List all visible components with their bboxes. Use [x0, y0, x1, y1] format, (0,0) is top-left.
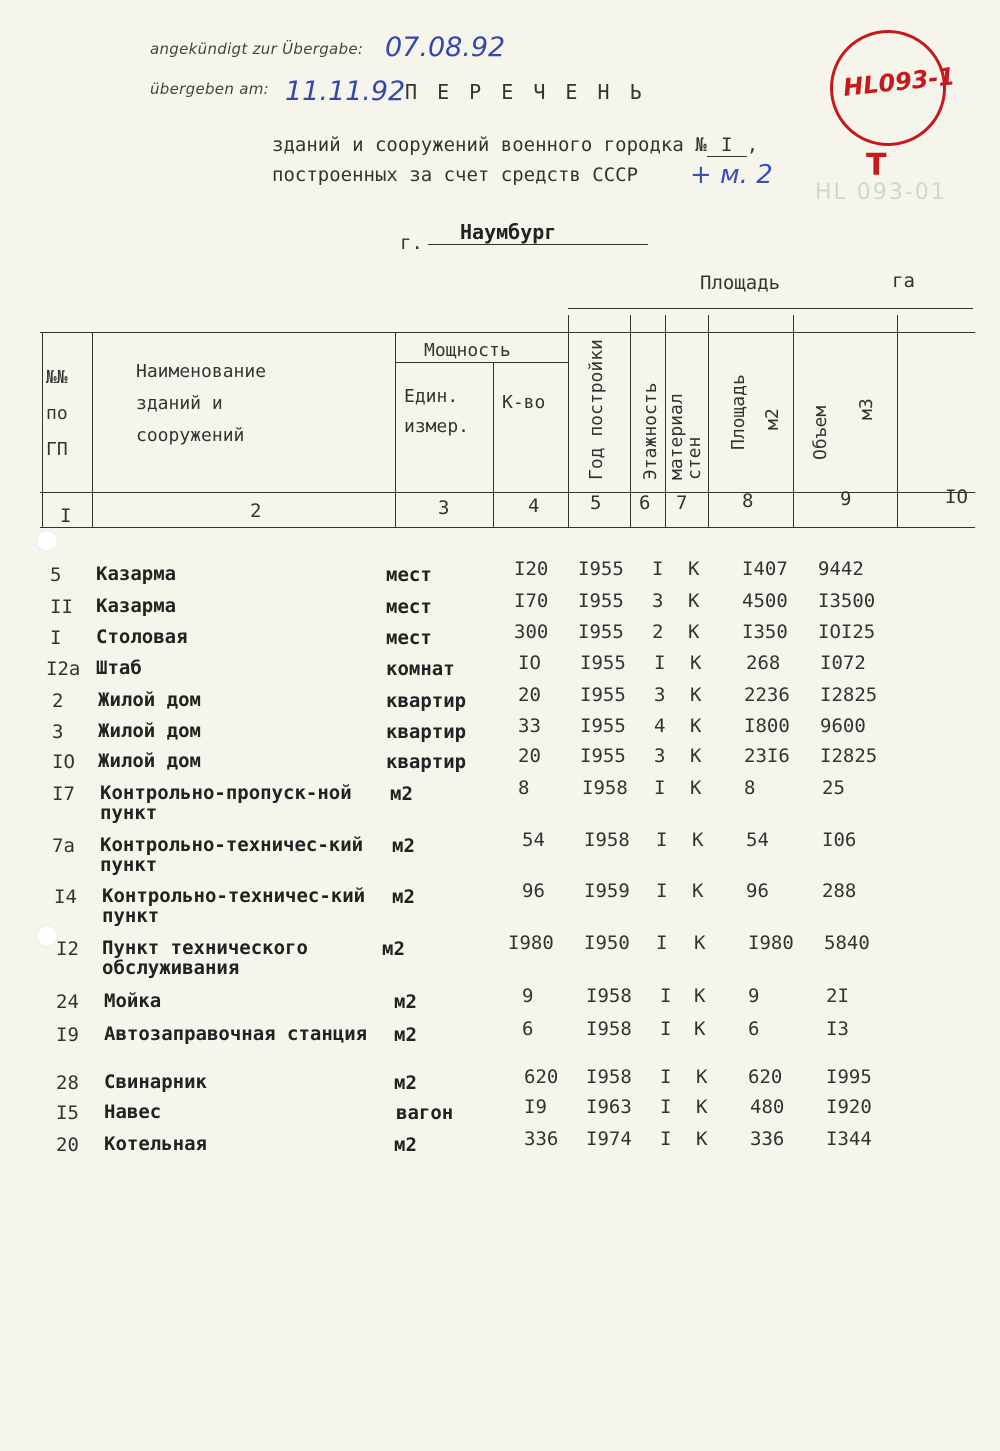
- cell-area: 2236: [744, 684, 790, 706]
- cell-mat: К: [690, 745, 702, 767]
- cell-year: I959: [584, 880, 630, 902]
- cell-area: 4500: [742, 590, 788, 612]
- cell-no: I9: [56, 1024, 79, 1046]
- cell-qty: 33: [518, 715, 541, 737]
- cell-year: I950: [584, 932, 630, 954]
- cell-name: Столовая: [96, 626, 188, 648]
- cell-vol: 288: [822, 880, 857, 902]
- col-header-qty: К-во: [502, 392, 546, 413]
- cell-qty: 336: [524, 1128, 559, 1150]
- cell-year: I963: [586, 1096, 632, 1118]
- cell-area: 336: [750, 1128, 785, 1150]
- cell-qty: 6: [522, 1018, 534, 1040]
- cell-year: I958: [586, 985, 632, 1007]
- cell-name: Контрольно-техничес-кий пункт: [102, 885, 366, 927]
- cell-name: Казарма: [96, 563, 177, 585]
- cell-name: Жилой дом: [98, 720, 201, 742]
- cell-vol: 9600: [820, 715, 866, 737]
- cell-name: Мойка: [104, 990, 162, 1012]
- cell-unit: квартир: [386, 751, 467, 773]
- cell-year: I955: [578, 621, 624, 643]
- col-header-material: материал стен: [666, 393, 705, 480]
- cell-floors: I: [652, 558, 664, 580]
- cell-no: II: [50, 596, 73, 618]
- cell-floors: I: [656, 829, 668, 851]
- cell-no: I2: [56, 938, 79, 960]
- cell-unit: м2: [394, 1024, 417, 1046]
- cell-mat: К: [694, 1018, 706, 1040]
- cell-unit: вагон: [396, 1102, 454, 1124]
- cell-vol: I3500: [818, 590, 876, 612]
- cell-year: I958: [586, 1066, 632, 1088]
- archive-seal: [830, 30, 957, 146]
- cell-area: 620: [748, 1066, 783, 1088]
- cell-qty: 620: [524, 1066, 559, 1088]
- cell-unit: м2: [394, 1134, 417, 1156]
- cell-mat: К: [688, 621, 700, 643]
- cell-unit: квартир: [386, 690, 467, 712]
- cell-qty: I70: [514, 590, 549, 612]
- cell-qty: 20: [518, 684, 541, 706]
- cell-floors: I: [660, 1066, 672, 1088]
- cell-mat: К: [694, 985, 706, 1007]
- cell-no: 3: [52, 721, 64, 743]
- cell-no: 5: [50, 564, 62, 586]
- cell-year: I955: [578, 558, 624, 580]
- cell-year: I955: [580, 684, 626, 706]
- city-name: Наумбург: [460, 220, 557, 244]
- handed-date: 11.11.92: [285, 76, 406, 107]
- col-number-7: 7: [676, 492, 688, 514]
- cell-mat: К: [688, 558, 700, 580]
- cell-floors: I: [654, 777, 666, 799]
- col-number-10: IO: [945, 486, 968, 508]
- cell-year: I974: [586, 1128, 632, 1150]
- col-header-no: №№ по ГП: [46, 367, 68, 460]
- cell-unit: комнат: [386, 658, 455, 680]
- subtitle-line-1: зданий и сооружений военного городка № I ,: [272, 134, 759, 156]
- cell-no: I5: [56, 1102, 79, 1124]
- cell-year: I955: [580, 745, 626, 767]
- city-underline: [428, 244, 648, 245]
- cell-mat: К: [692, 829, 704, 851]
- pencil-note: + м. 2: [690, 160, 773, 190]
- cell-no: 7a: [52, 835, 75, 857]
- cell-year: I958: [586, 1018, 632, 1040]
- subtitle-line-2: построенных за счет средств СССР: [272, 164, 639, 186]
- cell-mat: К: [690, 684, 702, 706]
- cell-mat: К: [694, 932, 706, 954]
- cell-vol: IOI25: [818, 621, 876, 643]
- cell-name: Автозаправочная станция: [104, 1023, 368, 1045]
- cell-name: Жилой дом: [98, 689, 201, 711]
- cell-area: 96: [746, 880, 769, 902]
- cell-qty: 9: [522, 985, 534, 1007]
- col-number-9: 9: [840, 488, 852, 510]
- city-prefix: г.: [400, 232, 423, 254]
- cell-floors: I: [660, 1018, 672, 1040]
- faded-code: HL 093-01: [815, 180, 947, 205]
- cell-vol: I072: [820, 652, 866, 674]
- cell-floors: 3: [654, 684, 666, 706]
- cell-unit: м2: [382, 938, 405, 960]
- cell-name: Контрольно-техничес-кий пункт: [100, 834, 364, 876]
- cell-year: I958: [582, 777, 628, 799]
- cell-mat: К: [696, 1096, 708, 1118]
- cell-floors: I: [656, 932, 668, 954]
- cell-no: IO: [52, 751, 75, 773]
- cell-qty: 20: [518, 745, 541, 767]
- cell-qty: 300: [514, 621, 549, 643]
- seal-mark: T: [866, 148, 887, 183]
- cell-vol: I3: [826, 1018, 849, 1040]
- cell-qty: 54: [522, 829, 545, 851]
- cell-unit: м2: [394, 991, 417, 1013]
- cell-unit: мест: [386, 564, 432, 586]
- cell-no: I2a: [46, 658, 81, 680]
- cell-floors: I: [660, 1128, 672, 1150]
- col-header-area-unit: м2: [762, 408, 783, 430]
- cell-qty: I9: [524, 1096, 547, 1118]
- cell-vol: 9442: [818, 558, 864, 580]
- cell-floors: 3: [652, 590, 664, 612]
- cell-unit: квартир: [386, 721, 467, 743]
- col-header-year: Год постройки: [586, 339, 607, 480]
- cell-qty: 8: [518, 777, 530, 799]
- cell-floors: 4: [654, 715, 666, 737]
- cell-mat: К: [692, 880, 704, 902]
- area-unit: га: [892, 270, 915, 292]
- cell-qty: 96: [522, 880, 545, 902]
- cell-unit: м2: [390, 783, 413, 805]
- col-header-area: Площадь: [728, 374, 749, 450]
- cell-area: I980: [748, 932, 794, 954]
- cell-area: 23I6: [744, 745, 790, 767]
- cell-name: Штаб: [96, 657, 142, 679]
- cell-floors: 3: [654, 745, 666, 767]
- town-number: I: [707, 134, 747, 157]
- cell-mat: К: [690, 777, 702, 799]
- cell-vol: I920: [826, 1096, 872, 1118]
- cell-no: 20: [56, 1134, 79, 1156]
- cell-mat: К: [688, 590, 700, 612]
- seal-code: HL093-1: [841, 62, 957, 102]
- cell-name: Котельная: [104, 1133, 207, 1155]
- col-number-1: I: [60, 505, 72, 527]
- cell-mat: К: [696, 1128, 708, 1150]
- punch-hole: [36, 925, 58, 947]
- cell-area: 480: [750, 1096, 785, 1118]
- cell-area: 9: [748, 985, 760, 1007]
- cell-unit: м2: [392, 835, 415, 857]
- cell-qty: IO: [518, 652, 541, 674]
- cell-vol: I344: [826, 1128, 872, 1150]
- cell-mat: К: [690, 652, 702, 674]
- cell-no: I4: [54, 886, 77, 908]
- cell-area: 8: [744, 777, 756, 799]
- col-number-5: 5: [590, 492, 602, 514]
- cell-vol: I06: [822, 829, 857, 851]
- cell-name: Жилой дом: [98, 750, 201, 772]
- cell-area: 268: [746, 652, 781, 674]
- col-header-unit: Един. измер.: [404, 386, 470, 437]
- cell-name: Контрольно-пропуск-ной пункт: [100, 782, 352, 824]
- announced-label: angekündigt zur Übergabe:: [150, 40, 364, 58]
- cell-no: 24: [56, 991, 79, 1013]
- cell-floors: I: [660, 985, 672, 1007]
- cell-name: Свинарник: [104, 1071, 207, 1093]
- col-header-volume: Объем: [810, 405, 831, 460]
- cell-vol: 2I: [826, 985, 849, 1007]
- cell-year: I955: [578, 590, 624, 612]
- col-header-volume-unit: м3: [856, 398, 877, 420]
- cell-no: I7: [52, 783, 75, 805]
- area-label: Площадь: [700, 272, 781, 294]
- cell-floors: I: [660, 1096, 672, 1118]
- cell-area: I407: [742, 558, 788, 580]
- col-number-8: 8: [742, 490, 754, 512]
- cell-mat: К: [690, 715, 702, 737]
- cell-year: I955: [580, 715, 626, 737]
- cell-vol: I995: [826, 1066, 872, 1088]
- cell-no: 28: [56, 1072, 79, 1094]
- col-number-2: 2: [250, 500, 262, 522]
- punch-hole: [36, 530, 58, 552]
- cell-mat: К: [696, 1066, 708, 1088]
- cell-floors: 2: [652, 621, 664, 643]
- cell-area: 54: [746, 829, 769, 851]
- cell-unit: мест: [386, 627, 432, 649]
- cell-area: I800: [744, 715, 790, 737]
- col-number-4: 4: [528, 495, 540, 517]
- cell-qty: I980: [508, 932, 554, 954]
- cell-no: I: [50, 627, 62, 649]
- cell-year: I958: [584, 829, 630, 851]
- cell-floors: I: [654, 652, 666, 674]
- cell-unit: м2: [392, 886, 415, 908]
- cell-unit: мест: [386, 596, 432, 618]
- cell-vol: I2825: [820, 684, 878, 706]
- handed-label: übergeben am:: [150, 80, 269, 98]
- cell-vol: 25: [822, 777, 845, 799]
- col-number-6: 6: [639, 492, 651, 514]
- cell-qty: I20: [514, 558, 549, 580]
- cell-no: 2: [52, 690, 64, 712]
- cell-area: 6: [748, 1018, 760, 1040]
- cell-year: I955: [580, 652, 626, 674]
- cell-name: Казарма: [96, 595, 177, 617]
- document-title: П Е Р Е Ч Е Н Ь: [405, 80, 646, 104]
- cell-unit: м2: [394, 1072, 417, 1094]
- cell-area: I350: [742, 621, 788, 643]
- cell-name: Пункт технического обслуживания: [102, 937, 308, 979]
- cell-vol: I2825: [820, 745, 878, 767]
- cell-vol: 5840: [824, 932, 870, 954]
- col-number-3: 3: [438, 497, 450, 519]
- col-header-power: Мощность: [424, 340, 511, 361]
- cell-name: Навес: [104, 1101, 162, 1123]
- cell-floors: I: [656, 880, 668, 902]
- col-header-name: Наименование зданий и сооружений: [136, 361, 267, 446]
- col-header-floors: Этажность: [640, 382, 661, 480]
- announced-date: 07.08.92: [385, 32, 506, 63]
